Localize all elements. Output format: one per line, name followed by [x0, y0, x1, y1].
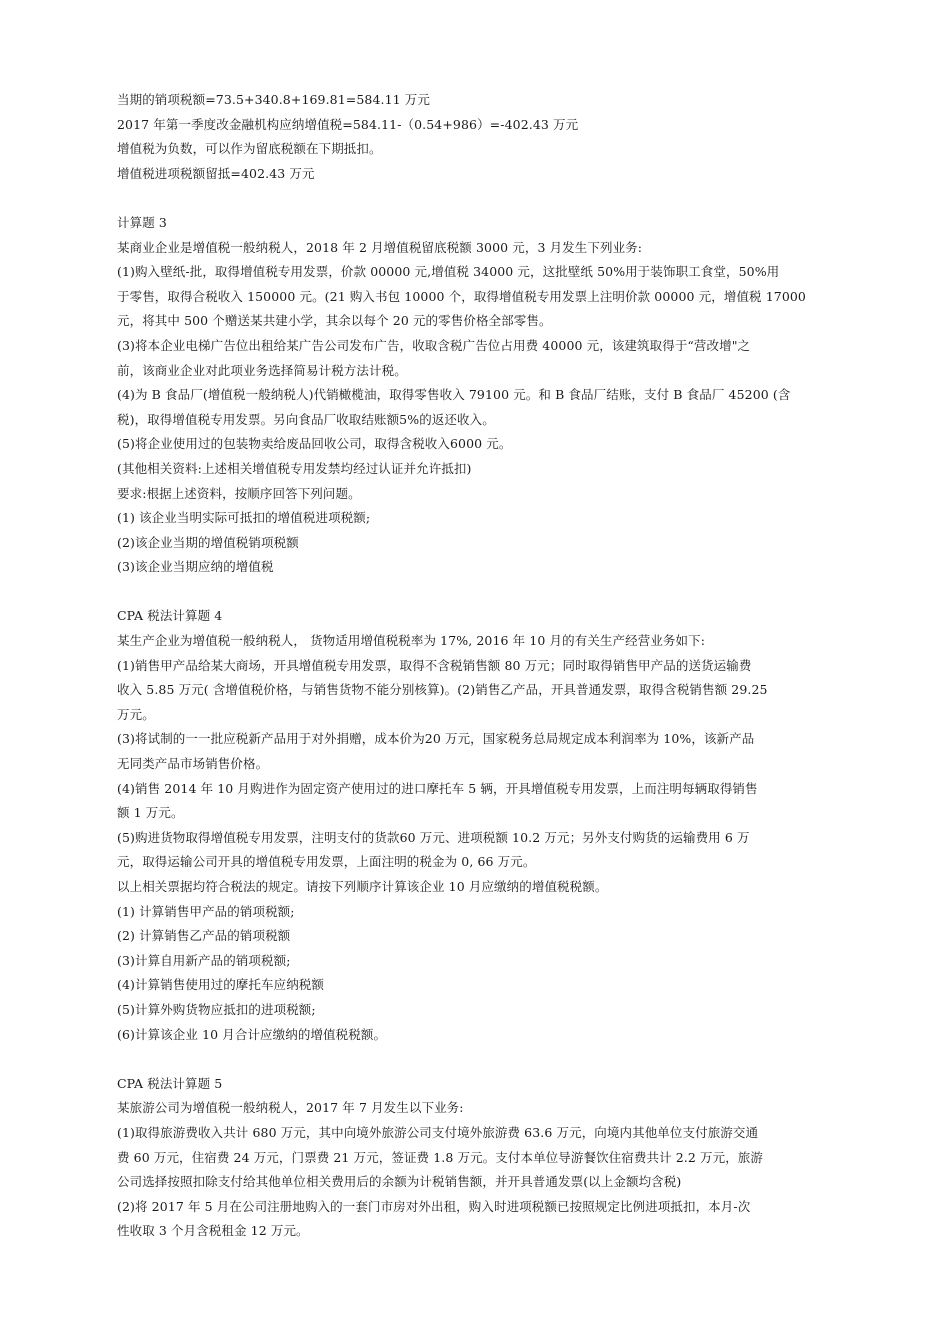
- text-line: 公司选择按照扣除支付给其他单位相关费用后的余额为计税销售额，并开具普通发票(以上金额均含税): [117, 1174, 682, 1190]
- text-line: (1) 计算销售甲产品的销项税额;: [117, 903, 295, 919]
- text-line: 要求:根据上述资料，按顺序回答下列问题。: [117, 485, 361, 501]
- section-gap: [117, 1047, 837, 1072]
- text-line: 当期的销项税额=73.5+340.8+169.81=584.11 万元: [117, 92, 430, 107]
- text-line: (4)销售 2014 年 10 月购进作为固定资产使用过的进口摩托车 5 辆，开具增值税专用发票，上而注明每辆取得销售: [117, 780, 758, 796]
- text-line: 收入 5.85 万元( 含增值税价格，与销售货物不能分别核算)。(2)销售乙产品，开具普通发票，取得含税销售额 29.25: [117, 682, 768, 698]
- text-line: (3)将本企业电梯广告位出租给某广告公司发布广告，收取含税广告位占用费 40000 元，该建筑取得于“营改增"之: [117, 337, 751, 353]
- text-line: (1)销售甲产品给某大商场，开具增值税专用发票，取得不含税销售额 80 万元；同时取得销售甲产品的送货运输费: [117, 657, 752, 673]
- text-line: 某旅游公司为增值税一般纳税人，2017 年 7 月发生以下业务:: [117, 1100, 464, 1116]
- document-page: [117, 88, 837, 1244]
- text-line: 增值税为负数，可以作为留底税额在下期抵扣。: [117, 141, 382, 157]
- problem-4-section: [117, 604, 837, 1047]
- text-line: 前，该商业企业对此项业务选择简易计税方法计税。: [117, 362, 407, 378]
- text-line: 增值税进项税额留抵=402.43 万元: [117, 165, 315, 181]
- text-line: (3)将试制的一一批应税新产品用于对外捐赠，成本价为20 万元，国家税务总局规定成本利润率为 10%，该新产品: [117, 731, 755, 747]
- text-line: (2) 计算销售乙产品的销项税额: [117, 928, 291, 944]
- text-line: 性收取 3 个月含税租金 12 万元。: [117, 1223, 309, 1239]
- text-line: (3)计算自用新产品的销项税额;: [117, 952, 291, 968]
- section-title: 计算题 3: [117, 214, 167, 230]
- text-line: (2)该企业当期的增值税销项税额: [117, 534, 299, 550]
- section-title: CPA 税法计算题 4: [117, 608, 223, 624]
- text-line: 于零售，取得合税收入 150000 元。(21 购入书包 10000 个，取得增值税专用发票上注明价款 00000 元，增值税 17000: [117, 288, 806, 304]
- text-line: (1) 该企业当明实际可抵扣的增值税进项税额;: [117, 510, 371, 526]
- problem-5-section: [117, 1072, 837, 1244]
- text-line: 某生产企业为增值税一般纳税人， 货物适用增值税税率为 17%, 2016 年 10 月的有关生产经营业务如下:: [117, 633, 706, 649]
- text-line: 某商业企业是增值税一般纳税人，2018 年 2 月增值税留底税额 3000 元，3 月发生下列业务:: [117, 239, 643, 255]
- text-line: 税)，取得增值税专用发票。另向食品厂收取结账额5%的返还收入。: [117, 411, 495, 427]
- text-line: (其他相关资料:上述相关增值税专用发禁均经过认证并允许抵扣): [117, 460, 472, 476]
- text-line: 元，将其中 500 个赠送某共建小学，其余以每个 20 元的零售价格全部零售。: [117, 313, 552, 329]
- text-line: (6)计算该企业 10 月合计应缴纳的增值税税额。: [117, 1026, 387, 1042]
- section-gap: [117, 186, 837, 211]
- text-line: 费 60 万元，住宿费 24 万元，门票费 21 万元，签证费 1.8 万元。支付本单位导游餐饮住宿费共计 2.2 万元，旅游: [117, 1149, 764, 1165]
- text-line: (5)将企业使用过的包装物卖给废品回收公司，取得含税收入6000 元。: [117, 436, 512, 452]
- text-line: 额 1 万元。: [117, 805, 184, 821]
- text-line: 无同类产品市场销售价格。: [117, 756, 269, 772]
- section-gap: [117, 580, 837, 605]
- text-line: (5)购进货物取得增值税专用发票，注明支付的货款60 万元、进项税额 10.2 万元；另外支付购货的运输费用 6 万: [117, 829, 750, 845]
- text-line: 万元。: [117, 706, 155, 722]
- text-line: (2)将 2017 年 5 月在公司注册地购入的一套门市房对外出租，购入时进项税额已按照规定比例进项抵扣，本月-次: [117, 1198, 751, 1214]
- text-line: (1)购入壁纸-批，取得增值税专用发票，价款 00000 元,增值税 34000 元，这批壁纸 50%用于装饰职工食堂，50%用: [117, 264, 780, 280]
- text-line: (1)取得旅游费收入共计 680 万元，其中向境外旅游公司支付境外旅游费 63.6 万元，向境内其他单位支付旅游交通: [117, 1124, 759, 1140]
- text-line: 以上相关票据均符合税法的规定。请按下列顺序计算该企业 10 月应缴纳的增值税税额。: [117, 879, 608, 894]
- text-line: (5)计算外购货物应抵扣的进项税额;: [117, 1001, 316, 1017]
- section-title: CPA 税法计算题 5: [117, 1075, 223, 1091]
- problem-3-section: [117, 211, 837, 580]
- text-line: 2017 年第一季度改金融机构应纳增值税=584.11-（0.54+986）=-402.43 万元: [117, 116, 579, 132]
- intro-section: [117, 88, 837, 186]
- text-line: (4)为 B 食品厂(增值税一般纳税人)代销橄榄油，取得零售收入 79100 元。和 B 食品厂结账，支付 B 食品厂 45200 (含: [117, 387, 791, 403]
- text-line: (4)计算销售使用过的摩托车应纳税额: [117, 977, 325, 993]
- text-line: 元，取得运输公司开具的增值税专用发票，上面注明的税金为 0, 66 万元。: [117, 854, 536, 870]
- text-line: (3)该企业当期应纳的增值税: [117, 559, 274, 575]
